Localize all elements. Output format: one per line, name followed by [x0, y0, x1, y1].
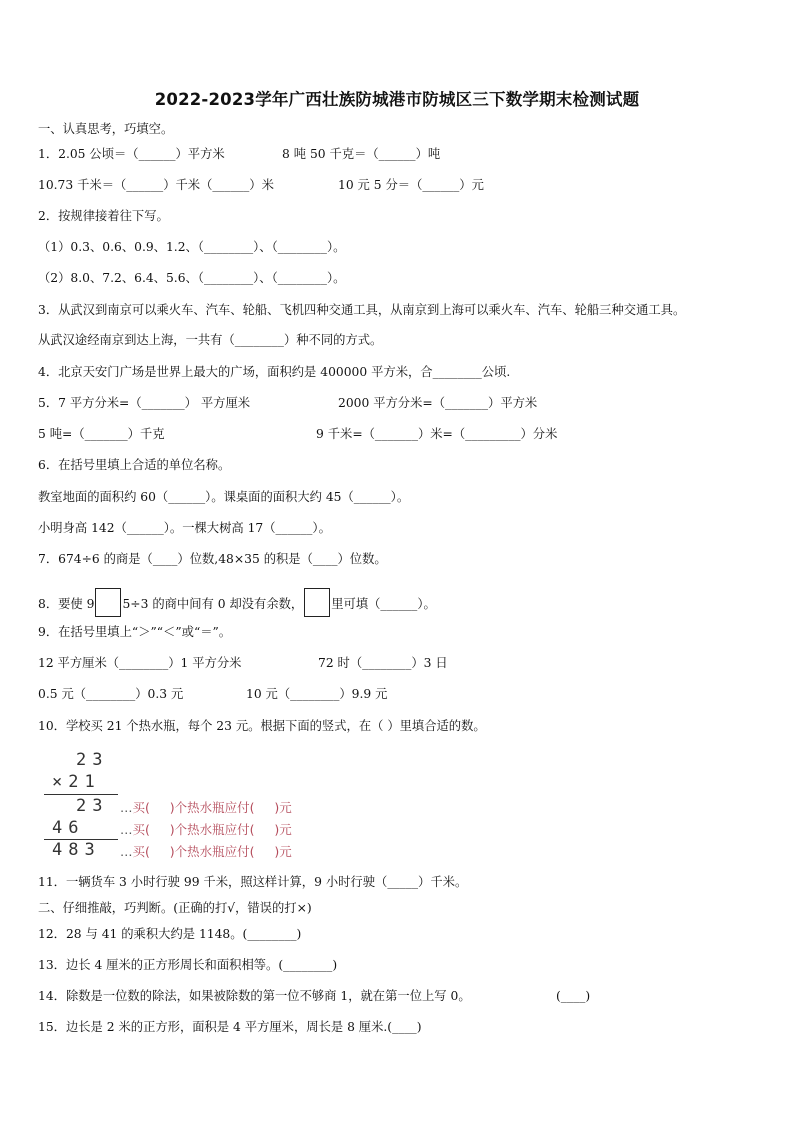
calc-partial-1: 23: [76, 796, 109, 816]
section-two-heading: 二、仔细推敲，巧判断。(正确的打√，错误的打×): [38, 901, 312, 915]
q2-sequence-1: （1）0.3、0.6、0.9、1.2、（________）、（________）。: [38, 240, 346, 254]
calc-note-2-text: 买( )个热水瓶应付( )元: [132, 822, 292, 837]
calc-note-1-text: 买( )个热水瓶应付( )元: [132, 800, 292, 815]
calc-dots-1: …: [120, 800, 133, 815]
q9-text: 9．在括号里填上“＞”“＜”或“＝”。: [38, 625, 232, 639]
q8-line: [38, 588, 436, 617]
q8-blank-box-2: [304, 588, 330, 617]
q14-text: 14．除数是一位数的除法，如果被除数的第一位不够商 1，就在第一位上写 0。: [38, 989, 471, 1003]
q1-part-b: 8 吨 50 千克＝（______）吨: [282, 147, 441, 161]
q10-text: 10．学校买 21 个热水瓶，每个 23 元。根据下面的竖式，在（ ）里填合适的数。: [38, 719, 486, 733]
q11-text: 11．一辆货车 3 小时行驶 99 千米，照这样计算，9 小时行驶（_____）千米。: [38, 875, 468, 889]
q9-part-c: 0.5 元（________）0.3 元: [38, 687, 184, 701]
q5-part-a: 5．7 平方分米=（_______） 平方厘米: [38, 396, 251, 410]
q3-text-line1: 3．从武汉到南京可以乘火车、汽车、轮船、飞机四种交通工具，从南京到上海可以乘火车、汽车、轮船三种交通工具。: [38, 303, 686, 317]
q1-part-a: 1．2.05 公顷＝（______）平方米: [38, 147, 225, 161]
q13-text: 13．边长 4 厘米的正方形周长和面积相等。(________): [38, 958, 338, 972]
q5-part-d: 9 千米=（_______）米=（_________）分米: [316, 427, 558, 441]
q1-part-c: 10.73 千米＝（______）千米（______）米: [38, 178, 274, 192]
q15-text: 15．边长是 2 米的正方形，面积是 4 平方厘米，周长是 8 厘米.(____): [38, 1020, 422, 1034]
q6-text: 6．在括号里填上合适的单位名称。: [38, 458, 231, 472]
q1-part-d: 10 元 5 分＝（______）元: [338, 178, 484, 192]
q5-part-c: 5 吨=（_______）千克: [38, 427, 165, 441]
q8-middle: 5÷3 的商中间有 0 却没有余数，: [122, 597, 304, 611]
calc-note-1: [120, 798, 292, 816]
q12-text: 12．28 与 41 的乘积大约是 1148。(________): [38, 927, 302, 941]
q9-part-d: 10 元（________）9.9 元: [246, 687, 388, 701]
q7-text: 7．674÷6 的商是（____）位数,48×35 的积是（____）位数。: [38, 552, 387, 566]
calc-product: 483: [52, 840, 101, 860]
page-title: 2022-2023学年广西壮族防城港市防城区三下数学期末检测试题: [154, 90, 640, 109]
calc-multiplier: ×21: [52, 772, 101, 792]
vertical-multiplication: [44, 748, 384, 860]
q6-line2: 小明身高 142（______）。一棵大树高 17（______）。: [38, 521, 331, 535]
calc-dots-2: …: [120, 822, 133, 837]
q9-part-a: 12 平方厘米（________）1 平方分米: [38, 656, 242, 670]
q14-answer-blank: (____): [556, 989, 591, 1003]
calc-partial-2: 46: [52, 818, 85, 838]
q6-line1: 教室地面的面积约 60（______）。课桌面的面积大约 45（______）。: [38, 490, 410, 504]
q3-text-line2: 从武汉途经南京到达上海，一共有（________）种不同的方式。: [38, 333, 383, 347]
calc-rule-1: [44, 794, 118, 795]
q5-part-b: 2000 平方分米=（_______）平方米: [338, 396, 538, 410]
q2-sequence-2: （2）8.0、7.2、6.4、5.6、（________）、（________）。: [38, 271, 346, 285]
q2-text: 2．按规律接着往下写。: [38, 209, 169, 223]
q8-prefix: 8．要使 9: [38, 597, 95, 611]
q8-blank-box: [95, 588, 121, 617]
calc-note-3: [120, 842, 292, 860]
calc-dots-3: …: [120, 844, 133, 859]
q8-suffix: 里可填（______）。: [331, 597, 436, 611]
q9-part-b: 72 时（________）3 日: [318, 656, 448, 670]
q4-text: 4．北京天安门广场是世界上最大的广场，面积约是 400000 平方米，合________公顷.: [38, 365, 511, 379]
section-one-heading: 一、认真思考，巧填空。: [38, 122, 174, 136]
calc-note-3-text: 买( )个热水瓶应付( )元: [132, 844, 292, 859]
calc-multiplicand: 23: [76, 750, 109, 770]
calc-note-2: [120, 820, 292, 838]
